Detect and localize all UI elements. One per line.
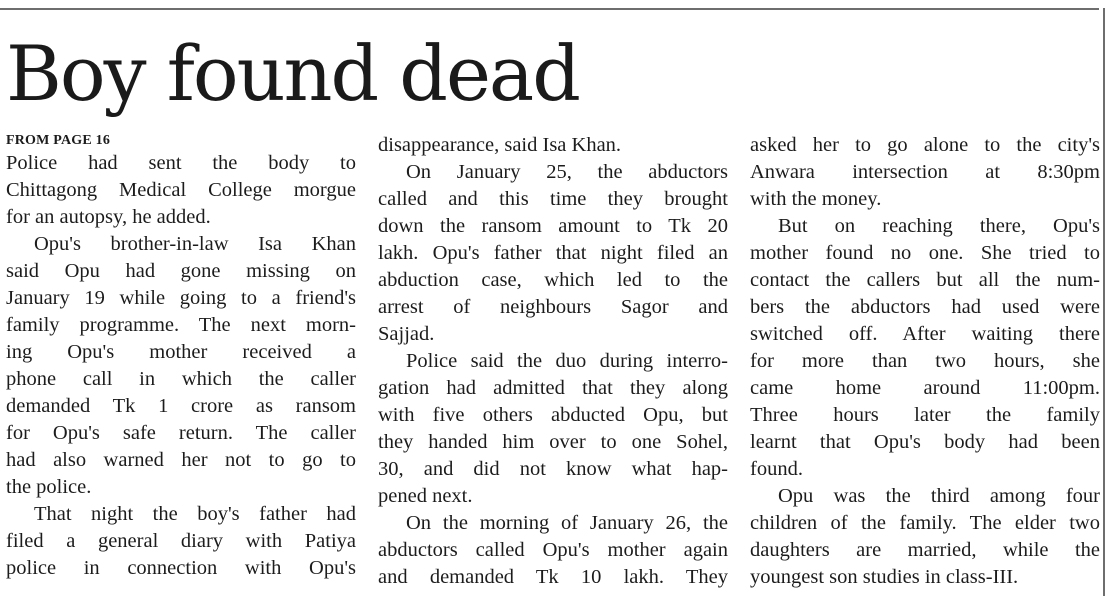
text-line: phone call in which the caller: [6, 368, 356, 390]
text-line: said Opu had gone missing on: [6, 260, 356, 282]
text-line: mother found no one. She tried to: [750, 242, 1100, 264]
text-line: daughters are married, while the: [750, 539, 1100, 561]
text-line: had also warned her not to go to: [6, 449, 356, 471]
text-line: for an autopsy, he added.: [6, 206, 211, 228]
text-line: Three hours later the family: [750, 404, 1100, 426]
text-line: contact the callers but all the num-: [750, 269, 1100, 291]
text-line: family programme. The next morn-: [6, 314, 356, 336]
text-line: filed a general diary with Patiya: [6, 530, 356, 552]
right-border-rule: [1103, 8, 1105, 596]
text-line: asked her to go alone to the city's: [750, 134, 1100, 156]
text-line: down the ransom amount to Tk 20: [378, 215, 728, 237]
text-line: and demanded Tk 10 lakh. They: [378, 566, 728, 588]
text-line: bers the abductors had used were: [750, 296, 1100, 318]
text-line: Opu's brother-in-law Isa Khan: [34, 233, 356, 255]
text-line: lakh. Opu's father that night filed an: [378, 242, 728, 264]
text-line: pened next.: [378, 485, 473, 507]
text-line: Anwara intersection at 8:30pm: [750, 161, 1100, 183]
text-line: arrest of neighbours Sagor and: [378, 296, 728, 318]
text-line: On January 25, the abductors: [406, 161, 728, 183]
top-border-rule: [0, 8, 1099, 10]
text-line: abduction case, which led to the: [378, 269, 728, 291]
text-line: On the morning of January 26, the: [406, 512, 728, 534]
text-line: police in connection with Opu's: [6, 557, 356, 579]
text-line: Police said the duo during interro-: [406, 350, 728, 372]
text-line: demanded Tk 1 crore as ransom: [6, 395, 356, 417]
article-column-3: [750, 132, 1100, 591]
text-line: learnt that Opu's body had been: [750, 431, 1100, 453]
text-line: abductors called Opu's mother again: [378, 539, 728, 561]
text-line: Chittagong Medical College morgue: [6, 179, 356, 201]
text-line: gation had admitted that they along: [378, 377, 728, 399]
text-line: Sajjad.: [378, 323, 435, 345]
text-line: with five others abducted Opu, but: [378, 404, 728, 426]
text-line: for more than two hours, she: [750, 350, 1100, 372]
article-column-1: [6, 131, 356, 582]
text-line: youngest son studies in class-III.: [750, 566, 1019, 588]
text-line: Police had sent the body to: [6, 152, 356, 174]
headline: Boy found dead: [6, 29, 579, 118]
text-line: Opu was the third among four: [778, 485, 1100, 507]
text-line: they handed him over to one Sohel,: [378, 431, 728, 453]
text-line: switched off. After waiting there: [750, 323, 1100, 345]
text-line: January 19 while going to a friend's: [6, 287, 356, 309]
text-line: That night the boy's father had: [34, 503, 356, 525]
text-line: found.: [750, 458, 803, 480]
text-line: 30, and did not know what hap-: [378, 458, 728, 480]
text-line: the police.: [6, 476, 92, 498]
continuation-kicker: FROM PAGE 16: [6, 133, 111, 148]
text-line: called and this time they brought: [378, 188, 728, 210]
article-column-2: [378, 132, 728, 591]
text-line: came home around 11:00pm.: [750, 377, 1100, 399]
text-line: disappearance, said Isa Khan.: [378, 134, 622, 156]
text-line: children of the family. The elder two: [750, 512, 1100, 534]
text-line: But on reaching there, Opu's: [778, 215, 1100, 237]
text-line: with the money.: [750, 188, 882, 210]
text-line: ing Opu's mother received a: [6, 341, 356, 363]
text-line: for Opu's safe return. The caller: [6, 422, 356, 444]
